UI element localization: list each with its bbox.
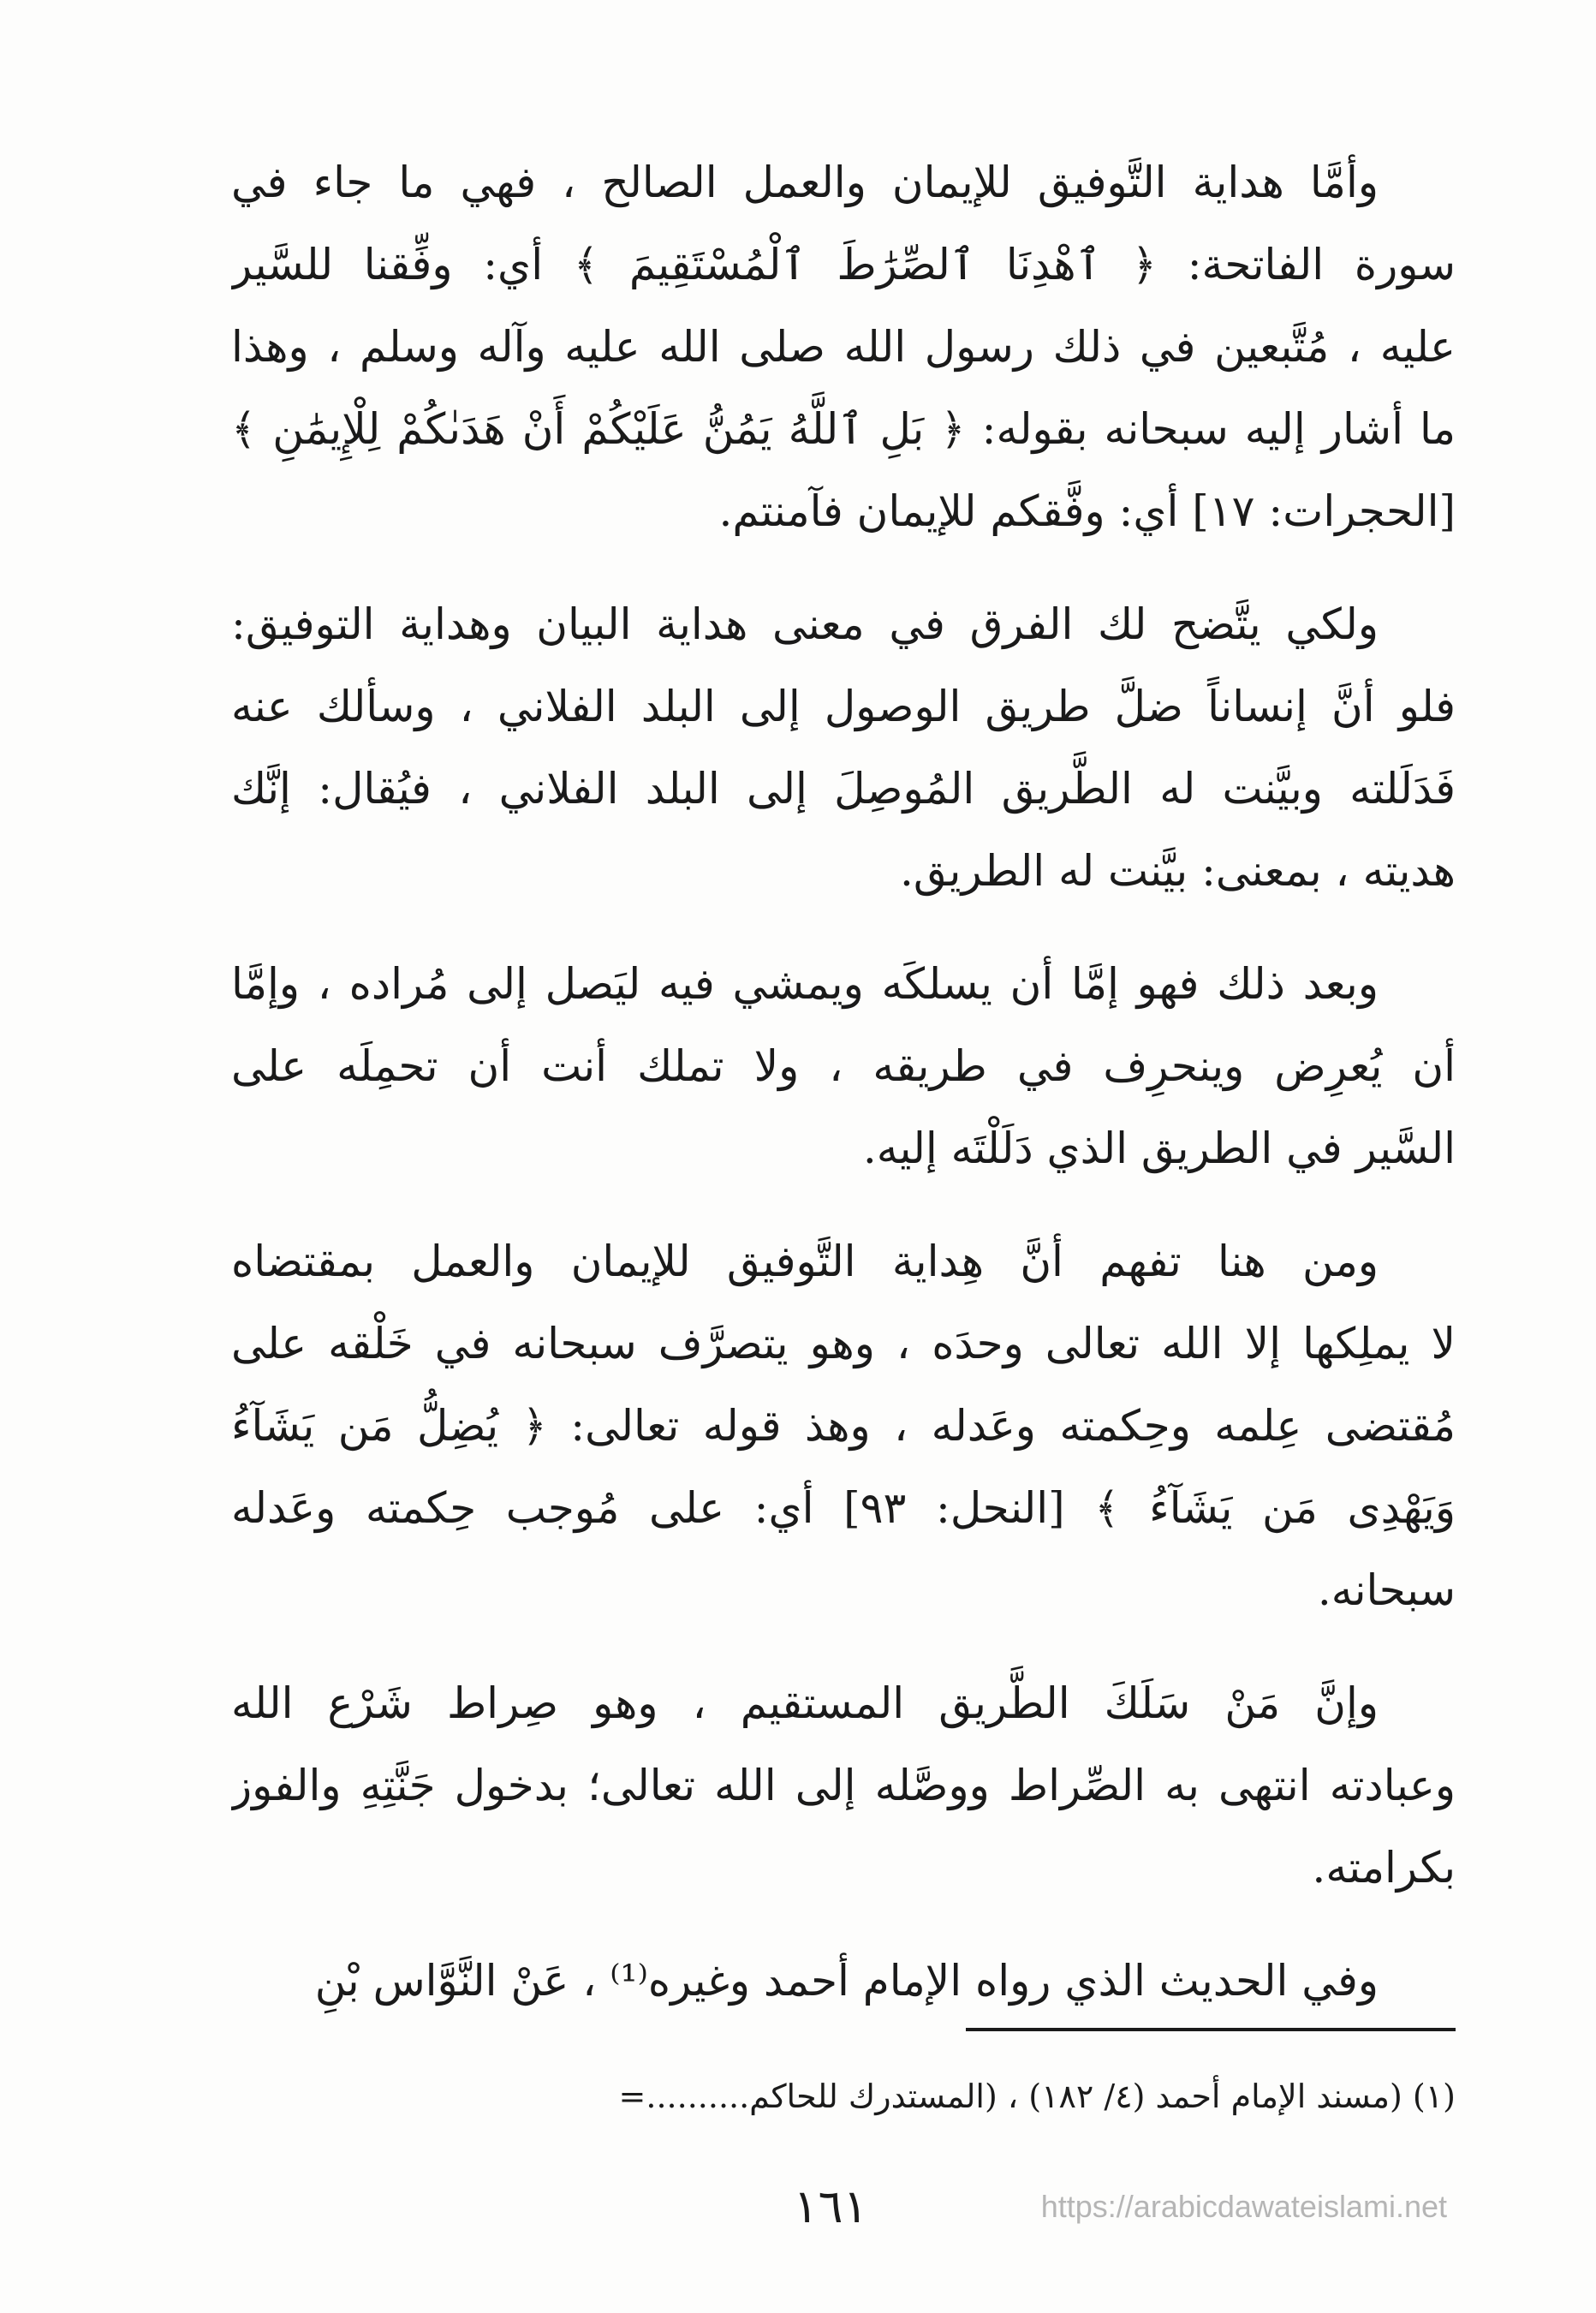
text-line: عليه ، مُتَّبعين في ذلك رسول الله صلى الله عليه وآله وسلم ، وهذا [231,322,1456,372]
paragraph-2 [231,583,1456,912]
paragraph-5 [231,1662,1456,1909]
text-line: ومن هنا تفهم أنَّ هِداية التَّوفيق للإيمان والعمل بمقتضاه [231,1237,1379,1286]
text-line: لا يملِكها إلا الله تعالى وحدَه ، وهو يتصرَّف سبحانه في خَلْقه على [231,1319,1456,1368]
watermark-url: https://arabicdawateislami.net [1040,2189,1447,2224]
text-line: بكرامته. [1312,1843,1456,1893]
paragraph-6 [231,1940,1456,2022]
text-line: وبعد ذلك فهو إمَّا أن يسلكَه ويمشي فيه ليَصل إلى مُراده ، وإمَّا [231,959,1379,1009]
page-number: ١٦١ [793,2179,868,2233]
text-line: سورة الفاتحة: ﴿ ٱهْدِنَا ٱلصِّرَٰطَ ٱلْمُسْتَقِيمَ ﴾ أي: وفِّقنا للسَّير [231,240,1456,289]
main-text [231,141,1456,2053]
footnote-divider [966,2028,1456,2031]
text-line: سبحانه. [1317,1565,1456,1615]
text-line: وعبادته انتهى به الصِّراط ووصَّله إلى الله تعالى؛ بدخول جَنَّتِهِ والفوز [231,1761,1456,1810]
paragraph-1 [231,141,1456,552]
text-line: ولكي يتَّضح لك الفرق في معنى هداية البيان وهداية التوفيق: [231,599,1379,649]
text-line: مُقتضى عِلمه وحِكمته وعَدله ، وهذ قوله تعالى: ﴿ يُضِلُّ مَن يَشَآءُ [231,1401,1456,1451]
text-line: السَّير في الطريق الذي دَلَلْتَه إليه. [862,1124,1456,1173]
text-line: فلو أنَّ إنساناً ضلَّ طريق الوصول إلى البلد الفلاني ، وسألك عنه [231,682,1456,731]
text-line: فَدَلَلته وبيَّنت له الطَّريق المُوصِلَ إلى البلد الفلاني ، فيُقال: إنَّك [231,764,1456,814]
text-line: ما أشار إليه سبحانه بقوله: ﴿ بَلِ ٱللَّهُ يَمُنُّ عَلَيْكُمْ أَنْ هَدَىٰكُمْ لِلْإِيمَٰنِ ﴾ [231,404,1456,454]
text-line: أن يُعرِض وينحرِف في طريقه ، ولا تملك أنت أن تحمِلَه على [231,1041,1456,1091]
footnote: (١) (مسند الإمام أحمد (٤/ ١٨٢) ، (المستدرك للحاكم..........= [618,2078,1456,2115]
text-line: وإنَّ مَنْ سَلَكَ الطَّريق المستقيم ، وهو صِراط شَرْع الله [231,1678,1379,1728]
text-line: وفي الحديث الذي رواه الإمام أحمد وغيره⁽¹⁾ ، عَنْ النَّوَّاس بْنِ [314,1956,1379,2006]
text-line: وَيَهْدِى مَن يَشَآءُ ﴾ [النحل: ٩٣] أي: على مُوجب حِكمته وعَدله [231,1483,1456,1533]
paragraph-4 [231,1220,1456,1631]
text-line: وأمَّا هداية التَّوفيق للإيمان والعمل الصالح ، فهي ما جاء في [231,158,1379,207]
paragraph-3 [231,943,1456,1189]
text-line: هديته ، بمعنى: بيَّنت له الطريق. [899,846,1456,896]
text-line: [الحجرات: ١٧] أي: وفَّقكم للإيمان فآمنتم. [718,486,1456,536]
